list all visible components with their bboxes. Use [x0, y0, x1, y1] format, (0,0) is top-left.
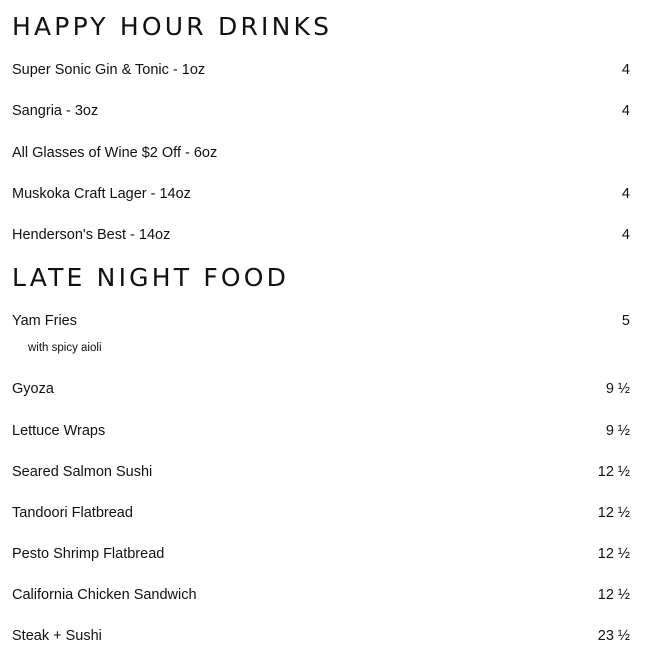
- item-name: Lettuce Wraps: [12, 423, 106, 439]
- item-name: Sangria - 3oz: [12, 103, 99, 119]
- item-price: 5: [621, 313, 630, 329]
- item-description: with spicy aioli: [28, 342, 102, 354]
- item-price: 4: [621, 103, 630, 119]
- menu-item-gyoza: [12, 378, 630, 400]
- item-name: Steak + Sushi: [12, 628, 102, 644]
- item-name: Gyoza: [12, 381, 54, 397]
- menu-item-muskoka-lager: [12, 183, 630, 205]
- item-name: Yam Fries: [12, 313, 77, 329]
- item-name: Henderson's Best - 14oz: [12, 227, 171, 243]
- item-price: 9 ½: [605, 381, 630, 397]
- item-name: All Glasses of Wine $2 Off - 6oz: [12, 145, 218, 161]
- item-name: Seared Salmon Sushi: [12, 464, 153, 480]
- item-price: 12 ½: [597, 464, 630, 480]
- item-name: Muskoka Craft Lager - 14oz: [12, 186, 191, 202]
- menu-item-hendersons-best: [12, 224, 630, 246]
- item-price: 23 ½: [597, 628, 630, 644]
- item-price: 4: [621, 62, 630, 78]
- item-price: 4: [621, 227, 630, 243]
- menu-item-tandoori-flatbread: [12, 502, 630, 524]
- menu-item-seared-salmon-sushi: [12, 461, 630, 483]
- menu-item-yam-fries: [12, 310, 630, 332]
- menu-item-wine: [12, 142, 630, 164]
- item-price: 4: [621, 186, 630, 202]
- menu-item-lettuce-wraps: [12, 420, 630, 442]
- menu-item-california-chicken-sandwich: [12, 584, 630, 606]
- menu-item-sangria: [12, 100, 630, 122]
- item-price: 12 ½: [597, 546, 630, 562]
- late-night-food-heading: LATE NIGHT FOOD: [12, 263, 290, 292]
- happy-hour-drinks-heading: HAPPY HOUR DRINKS: [12, 12, 333, 41]
- menu-item-steak-sushi: [12, 625, 630, 647]
- menu-item-pesto-shrimp-flatbread: [12, 543, 630, 565]
- item-name: Super Sonic Gin & Tonic - 1oz: [12, 62, 206, 78]
- item-name: Pesto Shrimp Flatbread: [12, 546, 165, 562]
- item-price: 12 ½: [597, 587, 630, 603]
- item-price: 12 ½: [597, 505, 630, 521]
- item-price: 9 ½: [605, 423, 630, 439]
- item-name: Tandoori Flatbread: [12, 505, 133, 521]
- item-name: California Chicken Sandwich: [12, 587, 197, 603]
- menu-item-gin-tonic: [12, 59, 630, 81]
